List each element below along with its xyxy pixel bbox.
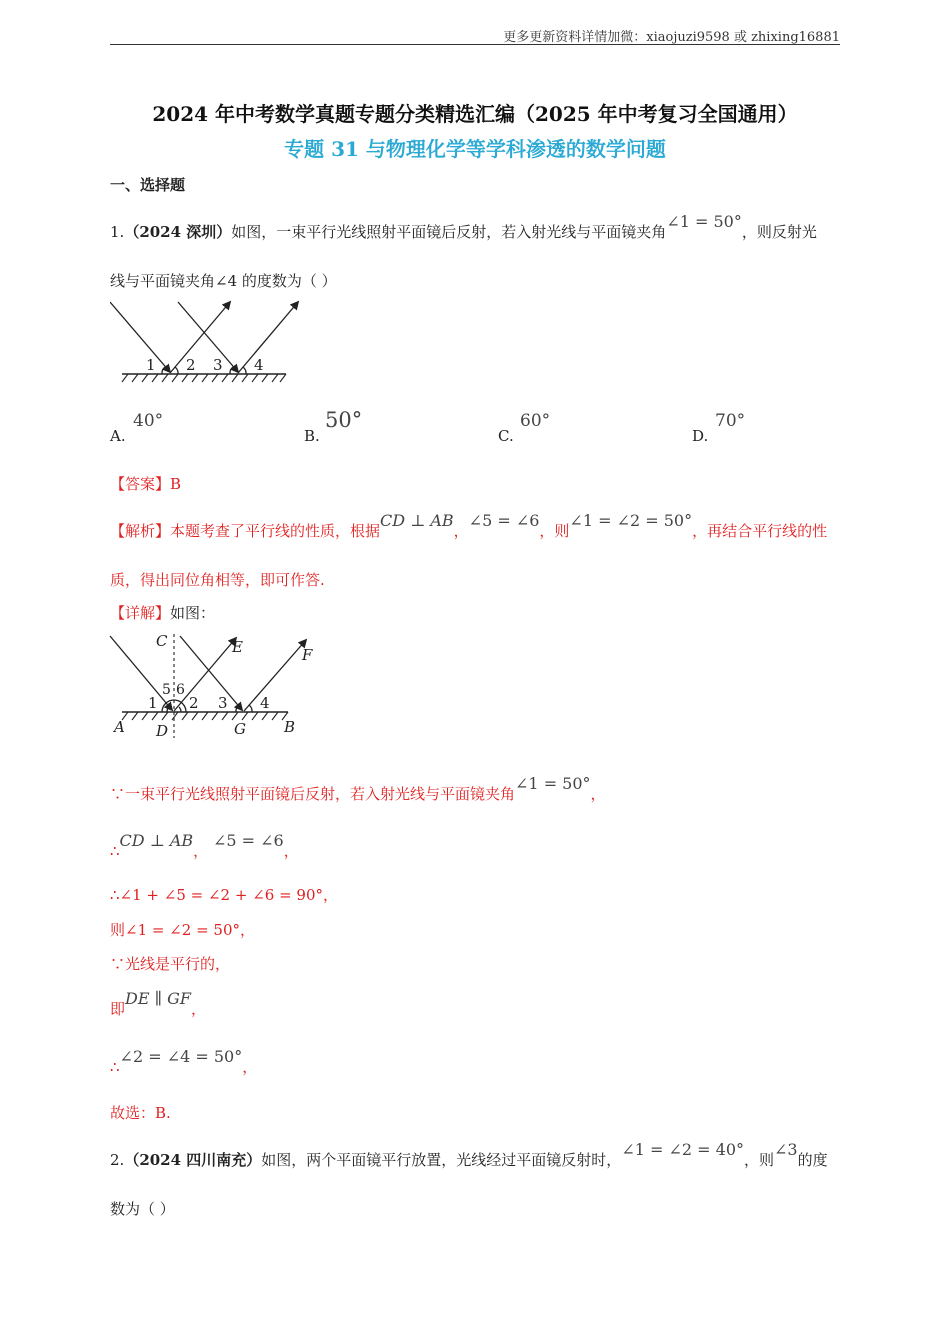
section-heading: 一、选择题 [110,176,186,194]
q2-line1 [110,1140,828,1170]
q1-analysis-text-a: 本题考查了平行线的性质，根据 [170,522,381,540]
q1-analysis-line2: 质，得出同位角相等，即可作答. [110,571,325,589]
q1-step-2-sym: ∴ [110,842,120,860]
q2-text-b: ，则 [744,1151,775,1169]
q1-analysis-tag: 【解析】 [110,522,171,540]
q1-step-6 [110,989,206,1019]
q1-step-7 [110,1047,258,1077]
q1-fig2-label-g: G [234,720,246,738]
q1-detail-figure [108,628,328,742]
q1-detail-heading [110,602,215,623]
q1-fig2-label-1: 1 [148,694,158,712]
q1-step-6-sym: 即 [110,1000,126,1018]
q1-step-6-end: ， [190,1000,206,1018]
q1-text-b: ，则反射光 [741,223,817,241]
q1-fig2-label-b: B [284,718,296,736]
q1-fig2-label-a: A [114,718,125,736]
q1-step-2 [110,831,299,861]
q1-fig2-label-2: 2 [189,694,199,712]
q1-fig2-label-3: 3 [218,694,228,712]
q1-math-angle1: ∠1 = 50° [666,212,742,231]
q1-fig-label-4: 4 [254,356,264,374]
q1-option-b-letter: B. [304,427,320,445]
q1-step-7-math: ∠2 = ∠4 = 50° [119,1047,243,1066]
q1-step-7-end: ， [242,1058,258,1076]
q1-fig2-label-f: F [302,646,313,664]
q1-fig-label-1: 1 [146,356,156,374]
q1-fig2-label-e: E [232,638,243,656]
q2-math-angle3: ∠3 [774,1140,798,1159]
q1-step-2-math-perp: CD ⊥ AB [119,831,194,850]
q1-step-1-end: ， [590,785,606,803]
q1-line2: 线与平面镜夹角∠4 的度数为（ ） [110,272,337,290]
q1-step-7-sym: ∴ [110,1058,120,1076]
q1-step-1-math: ∠1 = 50° [515,774,591,793]
q1-step-2-end: ， [283,842,299,860]
q1-answer-value: B [170,475,182,493]
q1-figure [110,296,300,386]
q1-analysis-math-angles12: ∠1 = ∠2 = 50° [569,511,693,530]
q1-step-2-math-angles: ∠5 = ∠6 [212,831,284,850]
q1-line1 [110,212,817,242]
q1-option-b-value: 50° [325,408,363,432]
q1-fig2-label-5: 5 [162,682,171,698]
q1-option-d-value: 70° [715,411,746,431]
q1-fig2-label-6: 6 [176,682,185,698]
q2-math-angles: ∠1 = ∠2 = 40° [621,1140,744,1159]
q2-line2: 数为（ ） [110,1200,175,1218]
q1-option-c-letter: C. [498,427,514,445]
q1-step-6-math: DE ∥ GF [125,989,191,1008]
q1-detail-text: 如图： [170,604,216,622]
header-divider [110,44,840,45]
q1-step-1-text: ∵一束平行光线照射平面镜后反射，若入射光线与平面镜夹角 [110,785,516,803]
q1-fig-label-2: 2 [186,356,196,374]
header-contact: 更多更新资料详情加微：xiaojuzi9598 或 zhixing16881 [503,30,840,45]
q2-number: 2. [110,1151,125,1169]
q1-step-3: ∴∠1 + ∠5 = ∠2 + ∠6 = 90°， [110,886,338,904]
q1-step-5: ∵光线是平行的， [110,955,231,973]
q1-step-1 [110,774,606,804]
q1-step-4: 则∠1 = ∠2 = 50°， [110,921,256,939]
q1-analysis-sep2: ，则 [539,522,570,540]
q1-fig2-label-c: C [156,632,168,650]
q1-answer [110,473,181,494]
q1-option-d-letter: D. [692,427,709,445]
q1-option-a-value: 40° [133,411,164,431]
q1-fig2-label-4: 4 [260,694,270,712]
q1-source: （2024 深圳） [124,223,232,241]
q1-step-8: 故选：B. [110,1104,171,1122]
q1-analysis-sep1: ， [453,522,469,540]
q1-fig2-label-d: D [156,722,169,740]
q1-option-c-value: 60° [520,411,551,431]
q1-number: 1. [110,223,125,241]
q1-text-a: 如图，一束平行光线照射平面镜后反射，若入射光线与平面镜夹角 [231,223,667,241]
q1-analysis-text-b: ，再结合平行线的性 [692,522,828,540]
q1-analysis-line1 [110,511,828,541]
q1-fig-label-3: 3 [213,356,223,374]
q1-analysis-math-perp: CD ⊥ AB [380,511,454,530]
q2-source: （2024 四川南充） [124,1151,262,1169]
q2-text-a: 如图，两个平面镜平行放置，光线经过平面镜反射时， [261,1151,622,1169]
q1-answer-tag: 【答案】 [110,475,171,493]
q1-step-2-sep: ， [193,842,209,860]
q1-option-a-letter: A. [110,427,126,445]
page-subtitle: 专题 31 与物理化学等学科渗透的数学问题 [284,137,666,161]
page-title: 2024 年中考数学真题专题分类精选汇编（2025 年中考复习全国通用） [152,102,798,126]
q1-analysis-math-angles56: ∠5 = ∠6 [468,511,540,530]
q2-text-c: 的度 [797,1151,828,1169]
q1-detail-tag: 【详解】 [110,604,171,622]
